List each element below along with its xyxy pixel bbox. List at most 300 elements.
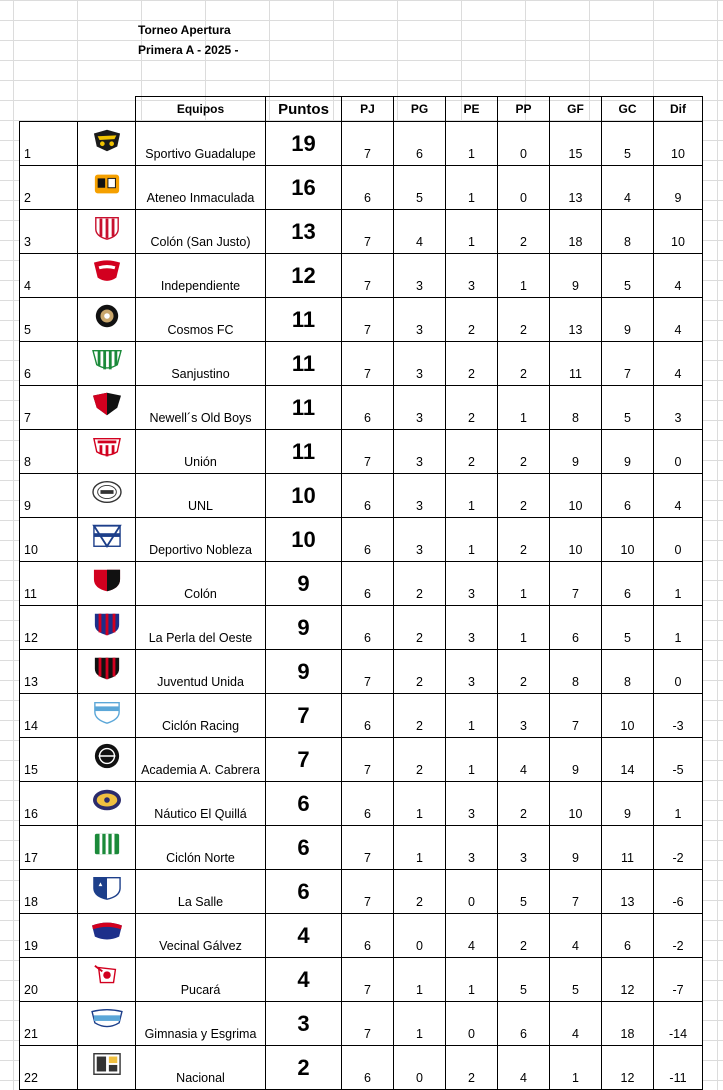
pp-cell: 1 xyxy=(498,562,550,606)
position-cell: 21 xyxy=(20,1002,78,1046)
pts-cell: 2 xyxy=(266,1046,342,1090)
colon-crest xyxy=(88,566,126,594)
vecinal-galvez-crest xyxy=(88,918,126,946)
gf-cell: 9 xyxy=(550,254,602,298)
la-salle-crest xyxy=(88,874,126,902)
dif-cell: 0 xyxy=(654,518,703,562)
pg-cell: 2 xyxy=(394,738,446,782)
dif-cell: -6 xyxy=(654,870,703,914)
position-cell: 3 xyxy=(20,210,78,254)
team-name-cell: Unión xyxy=(136,430,266,474)
pj-cell: 7 xyxy=(342,122,394,166)
pj-cell: 6 xyxy=(342,694,394,738)
team-name-cell: Academia A. Cabrera xyxy=(136,738,266,782)
tournament-title: Torneo Apertura xyxy=(138,23,231,37)
team-logo-cell xyxy=(78,430,136,474)
dif-cell: -14 xyxy=(654,1002,703,1046)
pg-cell: 5 xyxy=(394,166,446,210)
nacional-crest xyxy=(88,1050,126,1078)
gf-cell: 10 xyxy=(550,474,602,518)
gc-cell: 6 xyxy=(602,914,654,958)
table-row xyxy=(20,298,703,342)
sanjustino-crest xyxy=(88,346,126,374)
pj-cell: 7 xyxy=(342,430,394,474)
pp-cell: 2 xyxy=(498,430,550,474)
position-cell: 6 xyxy=(20,342,78,386)
cosmos-fc-crest xyxy=(88,302,126,330)
header-row xyxy=(20,97,703,122)
position-cell: 14 xyxy=(20,694,78,738)
pg-cell: 2 xyxy=(394,606,446,650)
team-name-cell: Cosmos FC xyxy=(136,298,266,342)
pts-cell: 11 xyxy=(266,386,342,430)
gf-cell: 8 xyxy=(550,386,602,430)
dif-cell: 1 xyxy=(654,562,703,606)
pe-cell: 4 xyxy=(446,914,498,958)
table-row xyxy=(20,782,703,826)
pj-cell: 7 xyxy=(342,958,394,1002)
gc-cell: 5 xyxy=(602,122,654,166)
pp-cell: 1 xyxy=(498,254,550,298)
gf-cell: 7 xyxy=(550,694,602,738)
pj-cell: 7 xyxy=(342,210,394,254)
pj-cell: 7 xyxy=(342,870,394,914)
dif-cell: 0 xyxy=(654,430,703,474)
pg-cell: 2 xyxy=(394,870,446,914)
pp-cell: 2 xyxy=(498,782,550,826)
pj-cell: 7 xyxy=(342,826,394,870)
header-pj: PJ xyxy=(342,97,394,122)
pe-cell: 2 xyxy=(446,1046,498,1090)
gf-cell: 10 xyxy=(550,518,602,562)
ciclon-norte-crest xyxy=(88,830,126,858)
pp-cell: 1 xyxy=(498,386,550,430)
team-name-cell: Colón xyxy=(136,562,266,606)
team-logo-cell xyxy=(78,826,136,870)
table-row xyxy=(20,122,703,166)
team-logo-cell xyxy=(78,386,136,430)
header-gc: GC xyxy=(602,97,654,122)
gc-cell: 5 xyxy=(602,254,654,298)
pj-cell: 7 xyxy=(342,298,394,342)
table-row xyxy=(20,738,703,782)
pg-cell: 0 xyxy=(394,914,446,958)
team-logo-cell xyxy=(78,254,136,298)
pts-cell: 11 xyxy=(266,298,342,342)
pts-cell: 9 xyxy=(266,606,342,650)
pts-cell: 6 xyxy=(266,826,342,870)
gf-cell: 8 xyxy=(550,650,602,694)
gf-cell: 7 xyxy=(550,562,602,606)
pj-cell: 6 xyxy=(342,474,394,518)
standings-table xyxy=(19,96,703,1090)
gc-cell: 11 xyxy=(602,826,654,870)
dif-cell: 0 xyxy=(654,650,703,694)
pj-cell: 6 xyxy=(342,386,394,430)
table-row xyxy=(20,518,703,562)
team-name-cell: Gimnasia y Esgrima xyxy=(136,1002,266,1046)
header-blank-logo xyxy=(78,97,136,122)
ciclon-racing-crest xyxy=(88,698,126,726)
team-name-cell: Independiente xyxy=(136,254,266,298)
dif-cell: 1 xyxy=(654,782,703,826)
standings-body xyxy=(20,122,703,1090)
header-pg: PG xyxy=(394,97,446,122)
union-crest xyxy=(88,434,126,462)
pe-cell: 3 xyxy=(446,562,498,606)
pp-cell: 5 xyxy=(498,958,550,1002)
pe-cell: 1 xyxy=(446,518,498,562)
gf-cell: 5 xyxy=(550,958,602,1002)
pe-cell: 1 xyxy=(446,694,498,738)
dif-cell: 1 xyxy=(654,606,703,650)
dif-cell: 3 xyxy=(654,386,703,430)
team-logo-cell xyxy=(78,342,136,386)
gc-cell: 6 xyxy=(602,474,654,518)
pg-cell: 6 xyxy=(394,122,446,166)
pj-cell: 7 xyxy=(342,342,394,386)
pp-cell: 3 xyxy=(498,694,550,738)
pts-cell: 6 xyxy=(266,782,342,826)
position-cell: 16 xyxy=(20,782,78,826)
pp-cell: 1 xyxy=(498,606,550,650)
dif-cell: 9 xyxy=(654,166,703,210)
pj-cell: 7 xyxy=(342,254,394,298)
pg-cell: 0 xyxy=(394,1046,446,1090)
dif-cell: -2 xyxy=(654,914,703,958)
team-logo-cell xyxy=(78,562,136,606)
position-cell: 7 xyxy=(20,386,78,430)
dif-cell: -11 xyxy=(654,1046,703,1090)
team-logo-cell xyxy=(78,122,136,166)
pg-cell: 1 xyxy=(394,1002,446,1046)
dif-cell: -5 xyxy=(654,738,703,782)
gc-cell: 4 xyxy=(602,166,654,210)
gimnasia-y-esgrima-crest xyxy=(88,1006,126,1034)
dif-cell: 4 xyxy=(654,254,703,298)
position-cell: 17 xyxy=(20,826,78,870)
pg-cell: 3 xyxy=(394,518,446,562)
team-logo-cell xyxy=(78,650,136,694)
header-blank-pos xyxy=(20,97,78,122)
pe-cell: 3 xyxy=(446,782,498,826)
academia-cabrera-crest xyxy=(88,742,126,770)
gc-cell: 7 xyxy=(602,342,654,386)
pg-cell: 4 xyxy=(394,210,446,254)
team-name-cell: Newell´s Old Boys xyxy=(136,386,266,430)
pts-cell: 10 xyxy=(266,474,342,518)
position-cell: 2 xyxy=(20,166,78,210)
team-name-cell: Sportivo Guadalupe xyxy=(136,122,266,166)
gc-cell: 12 xyxy=(602,1046,654,1090)
position-cell: 20 xyxy=(20,958,78,1002)
table-row xyxy=(20,870,703,914)
team-logo-cell xyxy=(78,474,136,518)
pe-cell: 1 xyxy=(446,166,498,210)
pe-cell: 0 xyxy=(446,1002,498,1046)
position-cell: 15 xyxy=(20,738,78,782)
gc-cell: 5 xyxy=(602,386,654,430)
table-row xyxy=(20,430,703,474)
position-cell: 5 xyxy=(20,298,78,342)
sportivo-guadalupe-crest xyxy=(88,126,126,154)
gc-cell: 8 xyxy=(602,650,654,694)
gf-cell: 7 xyxy=(550,870,602,914)
pts-cell: 10 xyxy=(266,518,342,562)
independiente-crest xyxy=(88,258,126,286)
pts-cell: 4 xyxy=(266,958,342,1002)
pp-cell: 0 xyxy=(498,166,550,210)
pg-cell: 2 xyxy=(394,562,446,606)
gc-cell: 5 xyxy=(602,606,654,650)
pg-cell: 3 xyxy=(394,386,446,430)
juventud-unida-crest xyxy=(88,654,126,682)
team-logo-cell xyxy=(78,1046,136,1090)
pg-cell: 3 xyxy=(394,254,446,298)
pe-cell: 2 xyxy=(446,298,498,342)
pp-cell: 2 xyxy=(498,474,550,518)
table-row xyxy=(20,606,703,650)
nautico-el-quilla-crest xyxy=(88,786,126,814)
pj-cell: 6 xyxy=(342,1046,394,1090)
gf-cell: 10 xyxy=(550,782,602,826)
table-row xyxy=(20,386,703,430)
gf-cell: 13 xyxy=(550,298,602,342)
gc-cell: 9 xyxy=(602,430,654,474)
dif-cell: 4 xyxy=(654,342,703,386)
table-row xyxy=(20,562,703,606)
pj-cell: 7 xyxy=(342,650,394,694)
pg-cell: 3 xyxy=(394,474,446,518)
pe-cell: 2 xyxy=(446,386,498,430)
pp-cell: 3 xyxy=(498,826,550,870)
gc-cell: 6 xyxy=(602,562,654,606)
pp-cell: 4 xyxy=(498,738,550,782)
pe-cell: 1 xyxy=(446,210,498,254)
team-name-cell: Vecinal Gálvez xyxy=(136,914,266,958)
pj-cell: 6 xyxy=(342,562,394,606)
pts-cell: 19 xyxy=(266,122,342,166)
table-row xyxy=(20,914,703,958)
pts-cell: 3 xyxy=(266,1002,342,1046)
team-name-cell: Sanjustino xyxy=(136,342,266,386)
pts-cell: 9 xyxy=(266,650,342,694)
pts-cell: 11 xyxy=(266,430,342,474)
pp-cell: 0 xyxy=(498,122,550,166)
gf-cell: 15 xyxy=(550,122,602,166)
table-row xyxy=(20,694,703,738)
team-name-cell: La Salle xyxy=(136,870,266,914)
header-team: Equipos xyxy=(136,97,266,122)
dif-cell: -3 xyxy=(654,694,703,738)
gf-cell: 9 xyxy=(550,430,602,474)
pts-cell: 4 xyxy=(266,914,342,958)
table-row xyxy=(20,342,703,386)
deportivo-nobleza-crest xyxy=(88,522,126,550)
position-cell: 11 xyxy=(20,562,78,606)
gf-cell: 6 xyxy=(550,606,602,650)
gc-cell: 8 xyxy=(602,210,654,254)
team-logo-cell xyxy=(78,210,136,254)
team-name-cell: Juventud Unida xyxy=(136,650,266,694)
pts-cell: 16 xyxy=(266,166,342,210)
pg-cell: 3 xyxy=(394,298,446,342)
table-row xyxy=(20,254,703,298)
dif-cell: -7 xyxy=(654,958,703,1002)
team-logo-cell xyxy=(78,694,136,738)
team-logo-cell xyxy=(78,958,136,1002)
pts-cell: 11 xyxy=(266,342,342,386)
table-row xyxy=(20,958,703,1002)
pe-cell: 1 xyxy=(446,122,498,166)
team-name-cell: Colón (San Justo) xyxy=(136,210,266,254)
gc-cell: 13 xyxy=(602,870,654,914)
pe-cell: 2 xyxy=(446,430,498,474)
pe-cell: 2 xyxy=(446,342,498,386)
pe-cell: 1 xyxy=(446,958,498,1002)
pj-cell: 7 xyxy=(342,738,394,782)
tournament-subtitle: Primera A - 2025 - xyxy=(138,43,239,57)
dif-cell: 4 xyxy=(654,474,703,518)
team-logo-cell xyxy=(78,166,136,210)
gf-cell: 9 xyxy=(550,826,602,870)
pe-cell: 3 xyxy=(446,826,498,870)
gf-cell: 4 xyxy=(550,914,602,958)
pe-cell: 3 xyxy=(446,606,498,650)
gc-cell: 9 xyxy=(602,298,654,342)
pp-cell: 2 xyxy=(498,342,550,386)
position-cell: 4 xyxy=(20,254,78,298)
team-name-cell: Ciclón Racing xyxy=(136,694,266,738)
team-name-cell: Deportivo Nobleza xyxy=(136,518,266,562)
pg-cell: 1 xyxy=(394,826,446,870)
pg-cell: 1 xyxy=(394,782,446,826)
team-name-cell: Ateneo Inmaculada xyxy=(136,166,266,210)
team-logo-cell xyxy=(78,782,136,826)
ateneo-inmaculada-crest xyxy=(88,170,126,198)
pj-cell: 6 xyxy=(342,914,394,958)
table-row xyxy=(20,826,703,870)
pts-cell: 12 xyxy=(266,254,342,298)
pp-cell: 2 xyxy=(498,298,550,342)
pe-cell: 3 xyxy=(446,254,498,298)
pucara-crest xyxy=(88,962,126,990)
dif-cell: 10 xyxy=(654,122,703,166)
pg-cell: 2 xyxy=(394,694,446,738)
pts-cell: 9 xyxy=(266,562,342,606)
team-logo-cell xyxy=(78,518,136,562)
position-cell: 13 xyxy=(20,650,78,694)
pg-cell: 3 xyxy=(394,342,446,386)
header-gf: GF xyxy=(550,97,602,122)
pe-cell: 1 xyxy=(446,738,498,782)
pj-cell: 6 xyxy=(342,606,394,650)
gc-cell: 9 xyxy=(602,782,654,826)
newells-old-boys-crest xyxy=(88,390,126,418)
pts-cell: 7 xyxy=(266,738,342,782)
gf-cell: 11 xyxy=(550,342,602,386)
team-name-cell: Ciclón Norte xyxy=(136,826,266,870)
team-name-cell: Pucará xyxy=(136,958,266,1002)
team-logo-cell xyxy=(78,606,136,650)
gf-cell: 9 xyxy=(550,738,602,782)
table-row xyxy=(20,650,703,694)
position-cell: 22 xyxy=(20,1046,78,1090)
dif-cell: 4 xyxy=(654,298,703,342)
unl-crest xyxy=(88,478,126,506)
gc-cell: 14 xyxy=(602,738,654,782)
pj-cell: 6 xyxy=(342,166,394,210)
table-row xyxy=(20,1046,703,1090)
pp-cell: 4 xyxy=(498,1046,550,1090)
gf-cell: 13 xyxy=(550,166,602,210)
team-name-cell: La Perla del Oeste xyxy=(136,606,266,650)
header-dif: Dif xyxy=(654,97,703,122)
pp-cell: 5 xyxy=(498,870,550,914)
gc-cell: 10 xyxy=(602,518,654,562)
position-cell: 1 xyxy=(20,122,78,166)
gf-cell: 1 xyxy=(550,1046,602,1090)
pg-cell: 3 xyxy=(394,430,446,474)
gc-cell: 12 xyxy=(602,958,654,1002)
header-points: Puntos xyxy=(266,97,342,122)
position-cell: 19 xyxy=(20,914,78,958)
team-logo-cell xyxy=(78,914,136,958)
la-perla-del-oeste-crest xyxy=(88,610,126,638)
pts-cell: 6 xyxy=(266,870,342,914)
pp-cell: 2 xyxy=(498,210,550,254)
position-cell: 18 xyxy=(20,870,78,914)
table-row xyxy=(20,474,703,518)
team-name-cell: Nacional xyxy=(136,1046,266,1090)
gf-cell: 18 xyxy=(550,210,602,254)
header-pp: PP xyxy=(498,97,550,122)
pts-cell: 7 xyxy=(266,694,342,738)
position-cell: 8 xyxy=(20,430,78,474)
pp-cell: 2 xyxy=(498,650,550,694)
gf-cell: 4 xyxy=(550,1002,602,1046)
pp-cell: 2 xyxy=(498,518,550,562)
pp-cell: 2 xyxy=(498,914,550,958)
colon-san-justo-crest xyxy=(88,214,126,242)
dif-cell: 10 xyxy=(654,210,703,254)
team-logo-cell xyxy=(78,870,136,914)
table-row xyxy=(20,166,703,210)
position-cell: 9 xyxy=(20,474,78,518)
pe-cell: 3 xyxy=(446,650,498,694)
position-cell: 12 xyxy=(20,606,78,650)
pp-cell: 6 xyxy=(498,1002,550,1046)
pe-cell: 0 xyxy=(446,870,498,914)
team-name-cell: Náutico El Quillá xyxy=(136,782,266,826)
team-name-cell: UNL xyxy=(136,474,266,518)
pts-cell: 13 xyxy=(266,210,342,254)
gc-cell: 18 xyxy=(602,1002,654,1046)
pj-cell: 6 xyxy=(342,782,394,826)
team-logo-cell xyxy=(78,298,136,342)
header-pe: PE xyxy=(446,97,498,122)
pj-cell: 6 xyxy=(342,518,394,562)
position-cell: 10 xyxy=(20,518,78,562)
pj-cell: 7 xyxy=(342,1002,394,1046)
table-row xyxy=(20,210,703,254)
gc-cell: 10 xyxy=(602,694,654,738)
pe-cell: 1 xyxy=(446,474,498,518)
dif-cell: -2 xyxy=(654,826,703,870)
pg-cell: 1 xyxy=(394,958,446,1002)
team-logo-cell xyxy=(78,738,136,782)
pg-cell: 2 xyxy=(394,650,446,694)
